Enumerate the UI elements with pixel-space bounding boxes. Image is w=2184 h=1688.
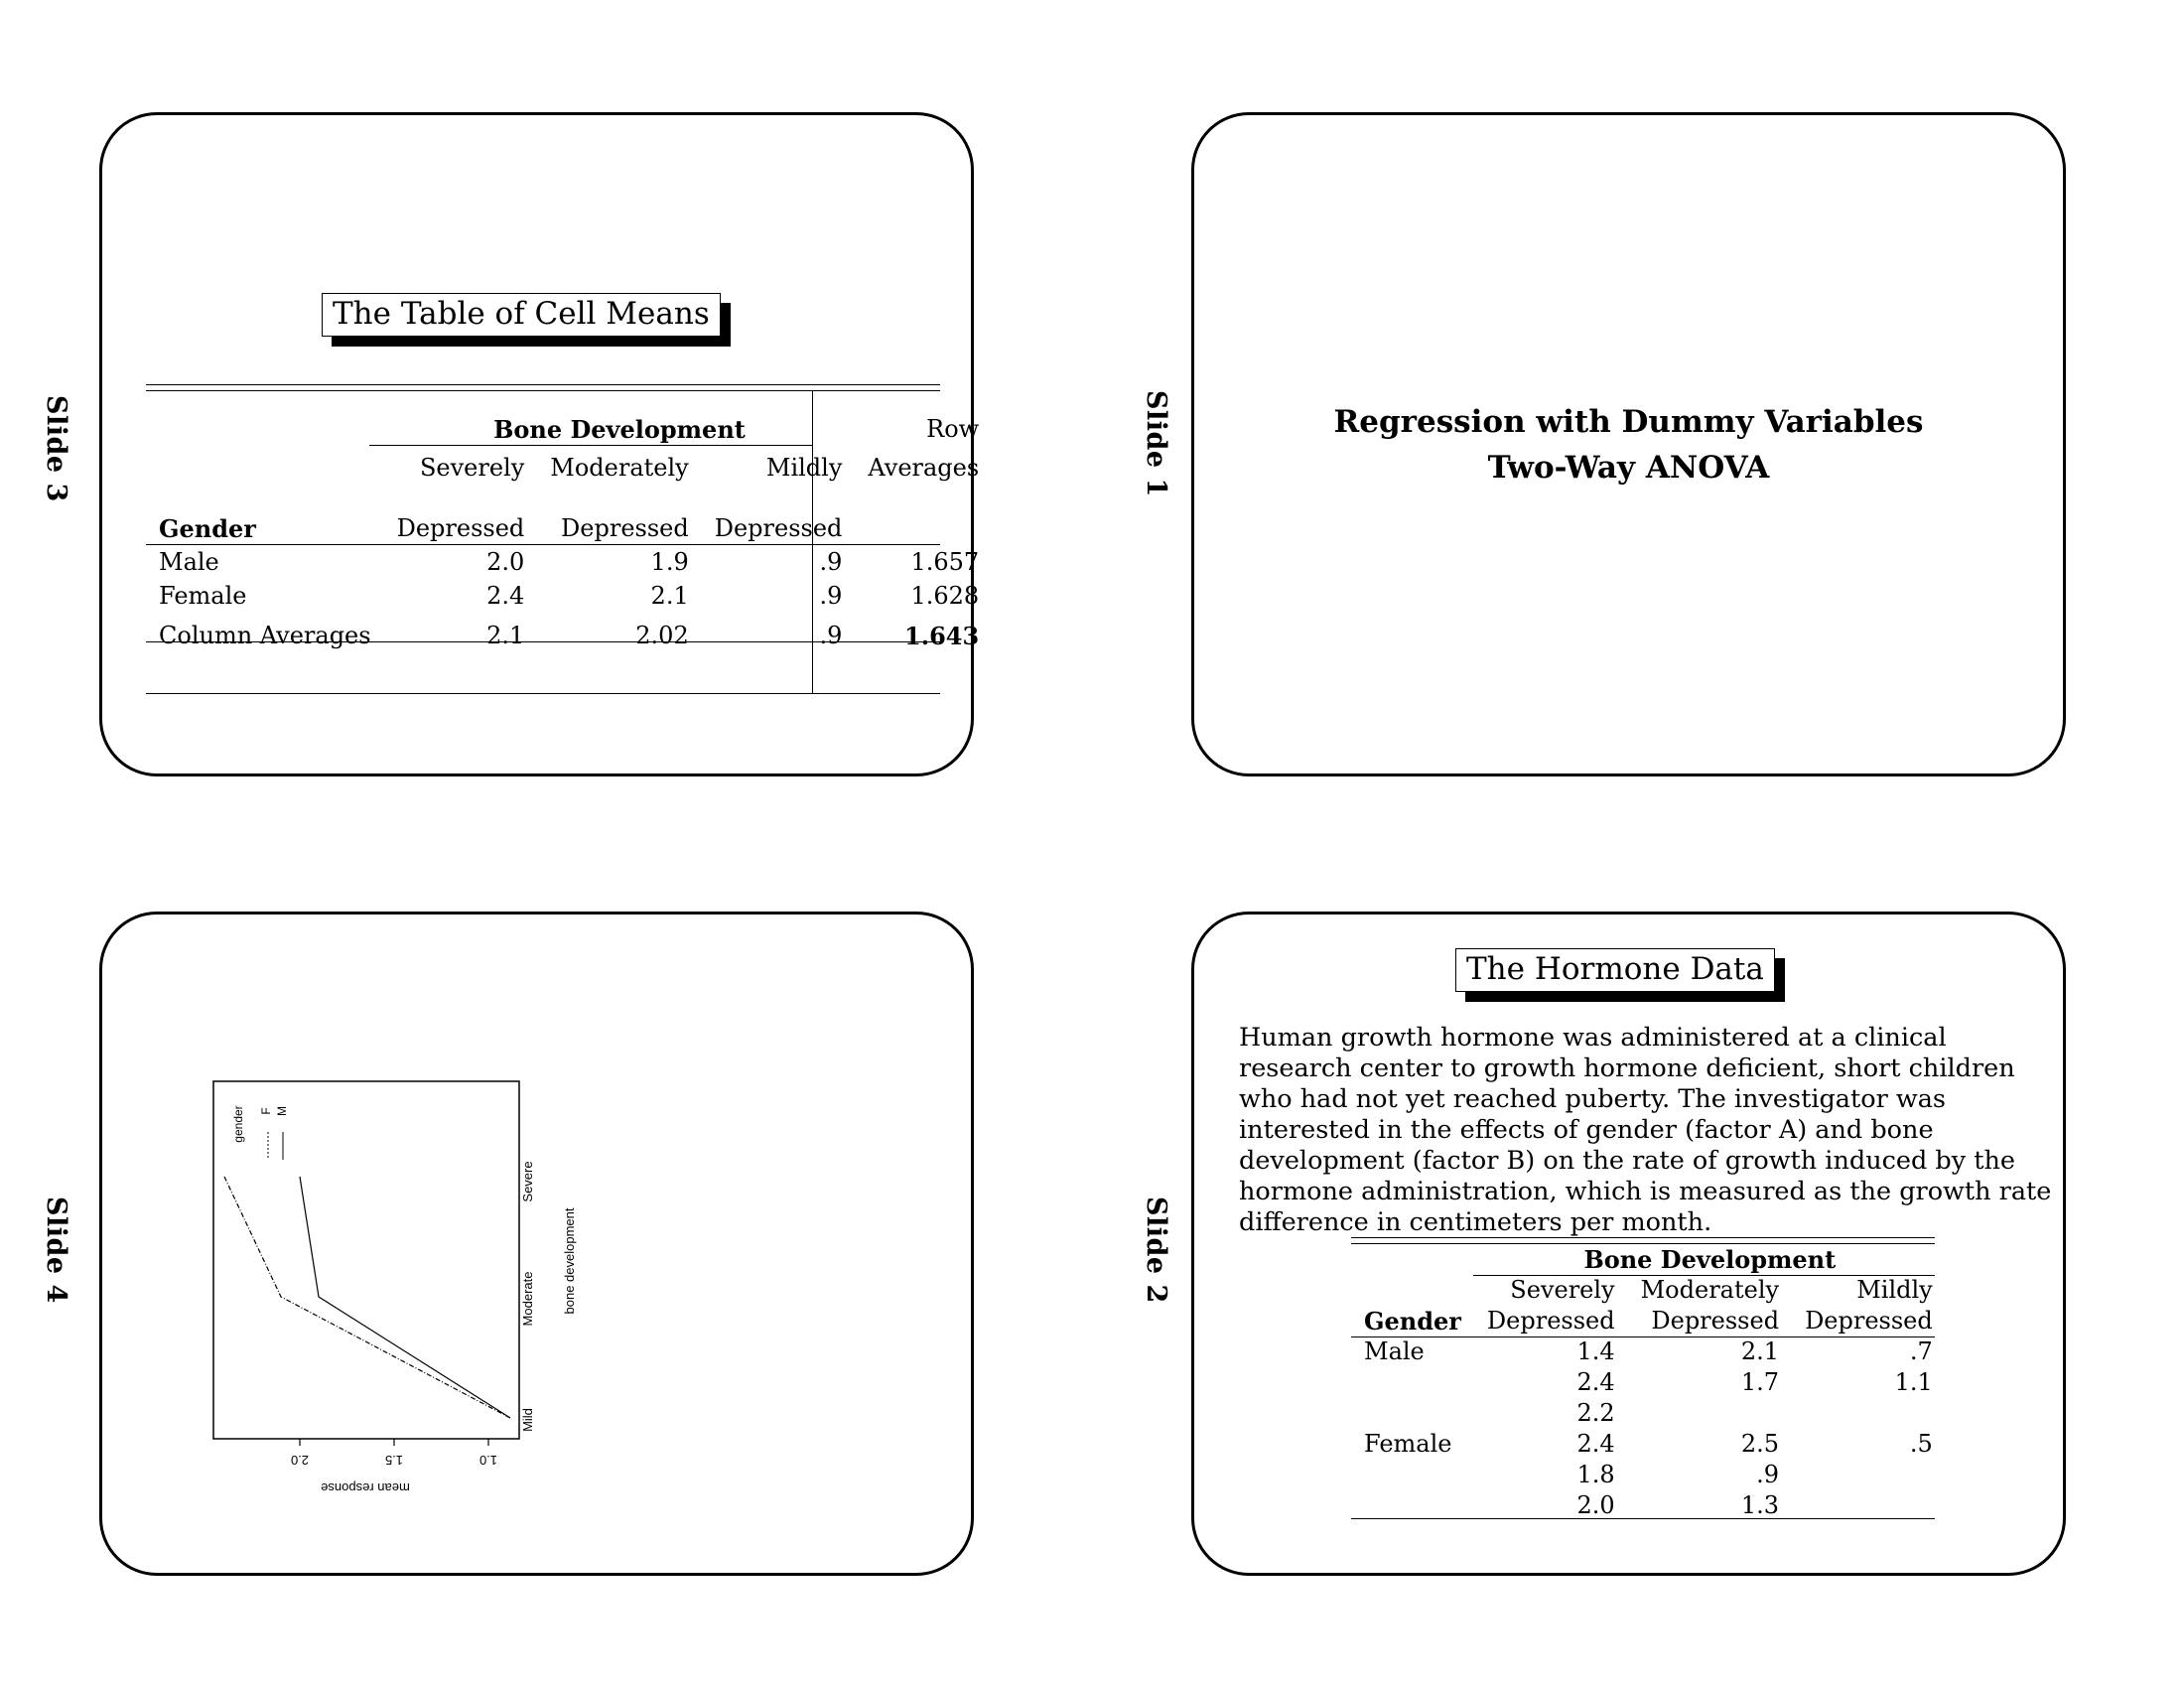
cell: 2.4	[1576, 1430, 1615, 1458]
series-f-line	[224, 1177, 510, 1418]
cell: .7	[1909, 1337, 1933, 1365]
col-header-line1: Moderately	[1640, 1276, 1780, 1304]
col-header-line1: Severely	[419, 454, 525, 482]
cell: 2.0	[1576, 1491, 1615, 1519]
col-avg: .9	[819, 622, 843, 649]
slide-2-title-box	[1455, 948, 1775, 992]
legend-title: gender	[231, 1105, 245, 1143]
slide-4-label: Slide 4	[41, 1196, 71, 1304]
slide-2-paragraph: Human growth hormone was administered at a clinical research center to growth hormone deficient, short children who had not yet reached puberty. The investigator was interested in the effects of gender (factor A) and bone development (factor B) on the rate of growth induced by the hormone administration, which is measured as the growth rate difference in centimeters per month.	[1239, 1023, 2052, 1237]
legend-entry-m: M	[275, 1106, 289, 1116]
slide-3-title: The Table of Cell Means	[322, 293, 721, 337]
cell	[1628, 1398, 1792, 1429]
slide-1-label: Slide 1	[1141, 390, 1171, 497]
row-label: Male	[1364, 1337, 1425, 1365]
table-row	[1351, 1429, 1946, 1460]
cell	[1792, 1460, 1946, 1490]
row-label: Female	[159, 582, 247, 610]
row-label	[1351, 1490, 1474, 1521]
cell: 2.0	[486, 548, 525, 576]
table-top-rule	[1351, 1237, 1935, 1238]
row-avg-header-2: Averages	[868, 454, 980, 482]
series-m-line	[300, 1177, 510, 1418]
cell: 2.4	[486, 582, 525, 610]
cell: 1.9	[650, 548, 689, 576]
ytick-1.5: 1.5	[384, 1453, 404, 1468]
cell: 1.1	[1894, 1368, 1933, 1396]
cell: 2.5	[1740, 1430, 1780, 1458]
cell: 1.8	[1576, 1461, 1615, 1488]
legend-entry-f: F	[259, 1107, 273, 1115]
group-header: Bone Development	[1583, 1245, 1837, 1274]
table-row	[1351, 1367, 1946, 1398]
col-header-line2: Depressed	[1651, 1307, 1780, 1335]
col-header-line1: Severely	[1510, 1276, 1615, 1304]
cell: 2.1	[650, 582, 689, 610]
col-header-line2: Depressed	[714, 514, 843, 542]
ytick-1.0: 1.0	[478, 1453, 498, 1468]
cell	[1792, 1398, 1946, 1429]
row-avg-header-1: Row	[926, 415, 980, 443]
col-header-line2: Depressed	[1805, 1307, 1933, 1335]
plot-frame	[213, 1081, 519, 1439]
cell: .9	[819, 548, 843, 576]
slide-2-label: Slide 2	[1141, 1196, 1171, 1304]
cell	[1792, 1490, 1946, 1521]
col-avg: 2.1	[486, 622, 525, 649]
row-label: Female	[1364, 1430, 1452, 1458]
hormone-data-table	[1351, 1244, 1946, 1521]
row-header: Gender	[159, 514, 256, 543]
row-label	[1351, 1460, 1474, 1490]
cell: 2.4	[1576, 1368, 1615, 1396]
col-header-line2: Depressed	[396, 514, 525, 542]
ytick-2.0: 2.0	[290, 1453, 310, 1468]
row-label: Male	[159, 548, 219, 576]
row-avg: 1.657	[910, 548, 980, 576]
group-header: Bone Development	[493, 415, 746, 444]
x-axis-label: bone development	[562, 1207, 577, 1315]
row-avg: 1.628	[910, 582, 980, 610]
slide-2-title: The Hormone Data	[1455, 948, 1775, 992]
slide-3-label: Slide 3	[41, 395, 71, 502]
xtick-severe: Severe	[520, 1161, 535, 1202]
col-header-line2: Depressed	[1486, 1307, 1615, 1335]
cell: .9	[819, 582, 843, 610]
xtick-moderate: Moderate	[520, 1271, 535, 1327]
cell: .9	[1756, 1461, 1780, 1488]
xtick-mild: Mild	[520, 1408, 535, 1432]
table-row	[1351, 1398, 1946, 1429]
table-row	[1351, 1460, 1946, 1490]
cell: 1.7	[1740, 1368, 1780, 1396]
col-header-line1: Mildly	[1856, 1276, 1933, 1304]
row-label	[1351, 1367, 1474, 1398]
col-header-line2: Depressed	[561, 514, 689, 542]
col-header-line1: Moderately	[550, 454, 689, 482]
cell: 2.2	[1576, 1399, 1615, 1427]
row-label	[1351, 1398, 1474, 1429]
row-header: Gender	[1364, 1307, 1461, 1336]
cell: .5	[1909, 1430, 1933, 1458]
y-axis-label: mean response	[321, 1480, 410, 1495]
col-avg: 2.02	[635, 622, 689, 649]
table-row	[1351, 1490, 1946, 1521]
title-line-1: Regression with Dummy Variables	[1333, 404, 1924, 440]
cell: 1.3	[1740, 1491, 1780, 1519]
title-line-2: Two-Way ANOVA	[1487, 450, 1770, 486]
cell: 1.4	[1576, 1337, 1615, 1365]
footer-label: Column Averages	[159, 622, 371, 649]
grand-avg: 1.643	[904, 622, 980, 650]
cell: 2.1	[1740, 1337, 1780, 1365]
col-header-line1: Mildly	[765, 454, 843, 482]
table-row	[1351, 1336, 1946, 1367]
